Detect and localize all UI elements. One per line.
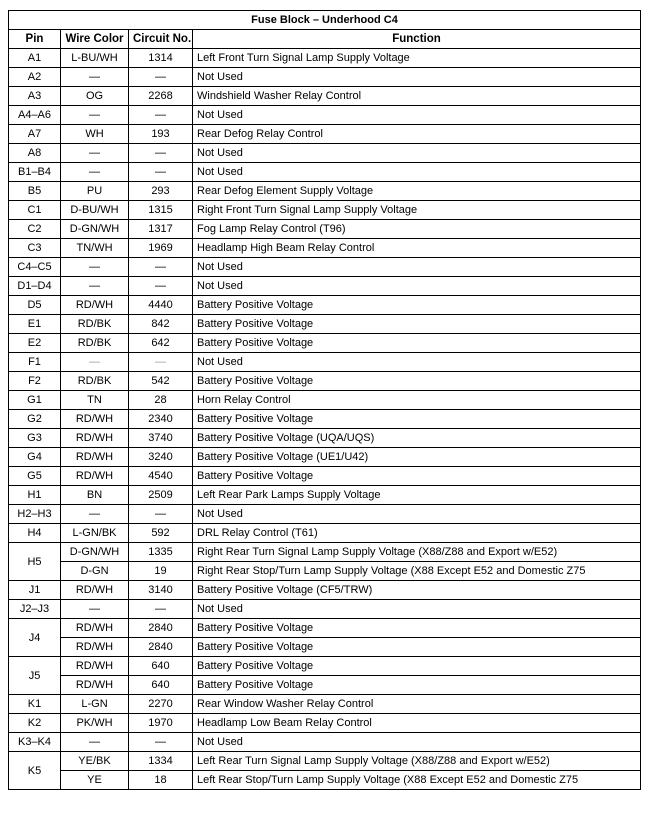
wire-color-cell: RD/WH: [61, 676, 129, 695]
table-row: [9, 619, 641, 638]
function-cell: Battery Positive Voltage: [193, 315, 641, 334]
pin-cell: J2–J3: [9, 600, 61, 619]
pin-cell: A8: [9, 144, 61, 163]
wire-color-cell: —: [61, 277, 129, 296]
circuit-number-cell: 1314: [129, 49, 193, 68]
wire-color-cell: RD/WH: [61, 581, 129, 600]
table-row: [9, 144, 641, 163]
wire-color-cell: YE: [61, 771, 129, 790]
table-row: [9, 239, 641, 258]
function-cell: Battery Positive Voltage: [193, 657, 641, 676]
function-cell: Left Rear Turn Signal Lamp Supply Voltage (X88/Z88 and Export w/E52): [193, 752, 641, 771]
circuit-number-cell: 4540: [129, 467, 193, 486]
circuit-number-cell: 642: [129, 334, 193, 353]
pin-cell: G2: [9, 410, 61, 429]
title-row: [9, 11, 641, 30]
table-title: Fuse Block – Underhood C4: [9, 11, 641, 30]
pin-cell: J1: [9, 581, 61, 600]
circuit-number-cell: 3240: [129, 448, 193, 467]
wire-color-cell: RD/WH: [61, 448, 129, 467]
pin-cell: G1: [9, 391, 61, 410]
circuit-number-cell: —: [129, 68, 193, 87]
pin-cell: B1–B4: [9, 163, 61, 182]
pin-cell: C1: [9, 201, 61, 220]
function-cell: Battery Positive Voltage: [193, 638, 641, 657]
function-cell: Horn Relay Control: [193, 391, 641, 410]
function-cell: Not Used: [193, 505, 641, 524]
function-cell: Headlamp Low Beam Relay Control: [193, 714, 641, 733]
wire-color-cell: PK/WH: [61, 714, 129, 733]
pin-cell: G3: [9, 429, 61, 448]
column-header-wire: Wire Color: [61, 30, 129, 49]
column-header-pin: Pin: [9, 30, 61, 49]
table-row: [9, 68, 641, 87]
circuit-number-cell: 2340: [129, 410, 193, 429]
pin-cell: J4: [9, 619, 61, 657]
wire-color-cell: BN: [61, 486, 129, 505]
function-cell: Left Rear Park Lamps Supply Voltage: [193, 486, 641, 505]
wire-color-cell: —: [61, 144, 129, 163]
wire-color-cell: RD/BK: [61, 315, 129, 334]
circuit-number-cell: —: [129, 106, 193, 125]
table-row: [9, 410, 641, 429]
table-row: [9, 733, 641, 752]
table-row: [9, 429, 641, 448]
circuit-number-cell: 1334: [129, 752, 193, 771]
circuit-number-cell: 592: [129, 524, 193, 543]
circuit-number-cell: 1335: [129, 543, 193, 562]
function-cell: Battery Positive Voltage: [193, 467, 641, 486]
circuit-number-cell: 2840: [129, 619, 193, 638]
function-cell: Not Used: [193, 144, 641, 163]
pin-cell: G5: [9, 467, 61, 486]
table-row: [9, 448, 641, 467]
function-cell: Right Rear Turn Signal Lamp Supply Voltage (X88/Z88 and Export w/E52): [193, 543, 641, 562]
function-cell: Battery Positive Voltage: [193, 619, 641, 638]
wire-color-cell: D-GN/WH: [61, 220, 129, 239]
circuit-number-cell: 293: [129, 182, 193, 201]
table-row: [9, 182, 641, 201]
table-row: [9, 638, 641, 657]
function-cell: Battery Positive Voltage (UE1/U42): [193, 448, 641, 467]
circuit-number-cell: —: [129, 353, 193, 372]
function-cell: Windshield Washer Relay Control: [193, 87, 641, 106]
function-cell: Battery Positive Voltage: [193, 296, 641, 315]
wire-color-cell: —: [61, 163, 129, 182]
function-cell: Left Front Turn Signal Lamp Supply Voltage: [193, 49, 641, 68]
wire-color-cell: RD/WH: [61, 429, 129, 448]
circuit-number-cell: 28: [129, 391, 193, 410]
wire-color-cell: RD/BK: [61, 372, 129, 391]
circuit-number-cell: —: [129, 733, 193, 752]
function-cell: Fog Lamp Relay Control (T96): [193, 220, 641, 239]
pin-cell: A2: [9, 68, 61, 87]
function-cell: Rear Defog Element Supply Voltage: [193, 182, 641, 201]
circuit-number-cell: 542: [129, 372, 193, 391]
circuit-number-cell: 3740: [129, 429, 193, 448]
circuit-number-cell: —: [129, 258, 193, 277]
circuit-number-cell: —: [129, 600, 193, 619]
function-cell: Not Used: [193, 353, 641, 372]
wire-color-cell: —: [61, 258, 129, 277]
pin-cell: K3–K4: [9, 733, 61, 752]
function-cell: DRL Relay Control (T61): [193, 524, 641, 543]
circuit-number-cell: 18: [129, 771, 193, 790]
wire-color-cell: D-GN/WH: [61, 543, 129, 562]
table-row: [9, 543, 641, 562]
table-row: [9, 714, 641, 733]
circuit-number-cell: —: [129, 144, 193, 163]
wire-color-cell: RD/WH: [61, 410, 129, 429]
pin-cell: D5: [9, 296, 61, 315]
wire-color-cell: —: [61, 505, 129, 524]
function-cell: Headlamp High Beam Relay Control: [193, 239, 641, 258]
circuit-number-cell: 640: [129, 657, 193, 676]
column-header-circuit: Circuit No.: [129, 30, 193, 49]
wire-color-cell: OG: [61, 87, 129, 106]
wire-color-cell: PU: [61, 182, 129, 201]
wire-color-cell: L-GN: [61, 695, 129, 714]
table-row: [9, 353, 641, 372]
function-cell: Not Used: [193, 733, 641, 752]
pin-cell: C4–C5: [9, 258, 61, 277]
function-cell: Not Used: [193, 258, 641, 277]
circuit-number-cell: 2268: [129, 87, 193, 106]
pin-cell: A3: [9, 87, 61, 106]
pin-cell: D1–D4: [9, 277, 61, 296]
pin-cell: A7: [9, 125, 61, 144]
function-cell: Battery Positive Voltage: [193, 334, 641, 353]
circuit-number-cell: 2270: [129, 695, 193, 714]
pin-cell: E1: [9, 315, 61, 334]
table-row: [9, 258, 641, 277]
circuit-number-cell: 1970: [129, 714, 193, 733]
pin-cell: F1: [9, 353, 61, 372]
function-cell: Battery Positive Voltage (CF5/TRW): [193, 581, 641, 600]
table-row: [9, 657, 641, 676]
pin-cell: A1: [9, 49, 61, 68]
pin-cell: A4–A6: [9, 106, 61, 125]
table-row: [9, 201, 641, 220]
table-row: [9, 486, 641, 505]
wire-color-cell: —: [61, 353, 129, 372]
table-row: [9, 676, 641, 695]
circuit-number-cell: 640: [129, 676, 193, 695]
table-row: [9, 391, 641, 410]
pin-cell: K2: [9, 714, 61, 733]
wire-color-cell: —: [61, 106, 129, 125]
wire-color-cell: RD/WH: [61, 296, 129, 315]
table-row: [9, 752, 641, 771]
circuit-number-cell: 19: [129, 562, 193, 581]
table-row: [9, 334, 641, 353]
function-cell: Battery Positive Voltage (UQA/UQS): [193, 429, 641, 448]
table-row: [9, 277, 641, 296]
table-row: [9, 600, 641, 619]
pin-cell: C2: [9, 220, 61, 239]
table-row: [9, 49, 641, 68]
table-row: [9, 315, 641, 334]
wire-color-cell: RD/WH: [61, 467, 129, 486]
wire-color-cell: RD/WH: [61, 619, 129, 638]
column-header-row: [9, 30, 641, 49]
table-row: [9, 524, 641, 543]
function-cell: Rear Defog Relay Control: [193, 125, 641, 144]
function-cell: Battery Positive Voltage: [193, 372, 641, 391]
table-row: [9, 581, 641, 600]
table-body: [9, 49, 641, 790]
function-cell: Not Used: [193, 277, 641, 296]
table-row: [9, 562, 641, 581]
circuit-number-cell: 4440: [129, 296, 193, 315]
wire-color-cell: WH: [61, 125, 129, 144]
function-cell: Not Used: [193, 68, 641, 87]
function-cell: Left Rear Stop/Turn Lamp Supply Voltage (X88 Except E52 and Domestic Z75: [193, 771, 641, 790]
circuit-number-cell: —: [129, 163, 193, 182]
wire-color-cell: YE/BK: [61, 752, 129, 771]
pin-cell: F2: [9, 372, 61, 391]
table-row: [9, 505, 641, 524]
wire-color-cell: L-GN/BK: [61, 524, 129, 543]
wire-color-cell: —: [61, 68, 129, 87]
table-row: [9, 771, 641, 790]
table-row: [9, 125, 641, 144]
table-row: [9, 467, 641, 486]
pin-cell: K1: [9, 695, 61, 714]
wire-color-cell: D-GN: [61, 562, 129, 581]
circuit-number-cell: —: [129, 277, 193, 296]
wire-color-cell: RD/WH: [61, 657, 129, 676]
circuit-number-cell: 1317: [129, 220, 193, 239]
table-row: [9, 296, 641, 315]
column-header-function: Function: [193, 30, 641, 49]
circuit-number-cell: 2840: [129, 638, 193, 657]
table-row: [9, 87, 641, 106]
wire-color-cell: RD/BK: [61, 334, 129, 353]
function-cell: Battery Positive Voltage: [193, 410, 641, 429]
table-row: [9, 695, 641, 714]
function-cell: Right Front Turn Signal Lamp Supply Voltage: [193, 201, 641, 220]
pin-cell: H1: [9, 486, 61, 505]
pin-cell: H2–H3: [9, 505, 61, 524]
pin-cell: K5: [9, 752, 61, 790]
circuit-number-cell: 1969: [129, 239, 193, 258]
wire-color-cell: —: [61, 733, 129, 752]
circuit-number-cell: —: [129, 505, 193, 524]
pin-cell: B5: [9, 182, 61, 201]
fuse-block-table: [8, 10, 641, 790]
function-cell: Rear Window Washer Relay Control: [193, 695, 641, 714]
pin-cell: H5: [9, 543, 61, 581]
pin-cell: J5: [9, 657, 61, 695]
pin-cell: G4: [9, 448, 61, 467]
circuit-number-cell: 842: [129, 315, 193, 334]
function-cell: Battery Positive Voltage: [193, 676, 641, 695]
wire-color-cell: TN/WH: [61, 239, 129, 258]
wire-color-cell: L-BU/WH: [61, 49, 129, 68]
circuit-number-cell: 1315: [129, 201, 193, 220]
circuit-number-cell: 193: [129, 125, 193, 144]
table-row: [9, 163, 641, 182]
table-row: [9, 220, 641, 239]
function-cell: Not Used: [193, 106, 641, 125]
wire-color-cell: RD/WH: [61, 638, 129, 657]
wire-color-cell: —: [61, 600, 129, 619]
function-cell: Right Rear Stop/Turn Lamp Supply Voltage (X88 Except E52 and Domestic Z75: [193, 562, 641, 581]
wire-color-cell: D-BU/WH: [61, 201, 129, 220]
wire-color-cell: TN: [61, 391, 129, 410]
pin-cell: H4: [9, 524, 61, 543]
function-cell: Not Used: [193, 163, 641, 182]
table-row: [9, 372, 641, 391]
circuit-number-cell: 2509: [129, 486, 193, 505]
pin-cell: C3: [9, 239, 61, 258]
pin-cell: E2: [9, 334, 61, 353]
function-cell: Not Used: [193, 600, 641, 619]
table-row: [9, 106, 641, 125]
circuit-number-cell: 3140: [129, 581, 193, 600]
